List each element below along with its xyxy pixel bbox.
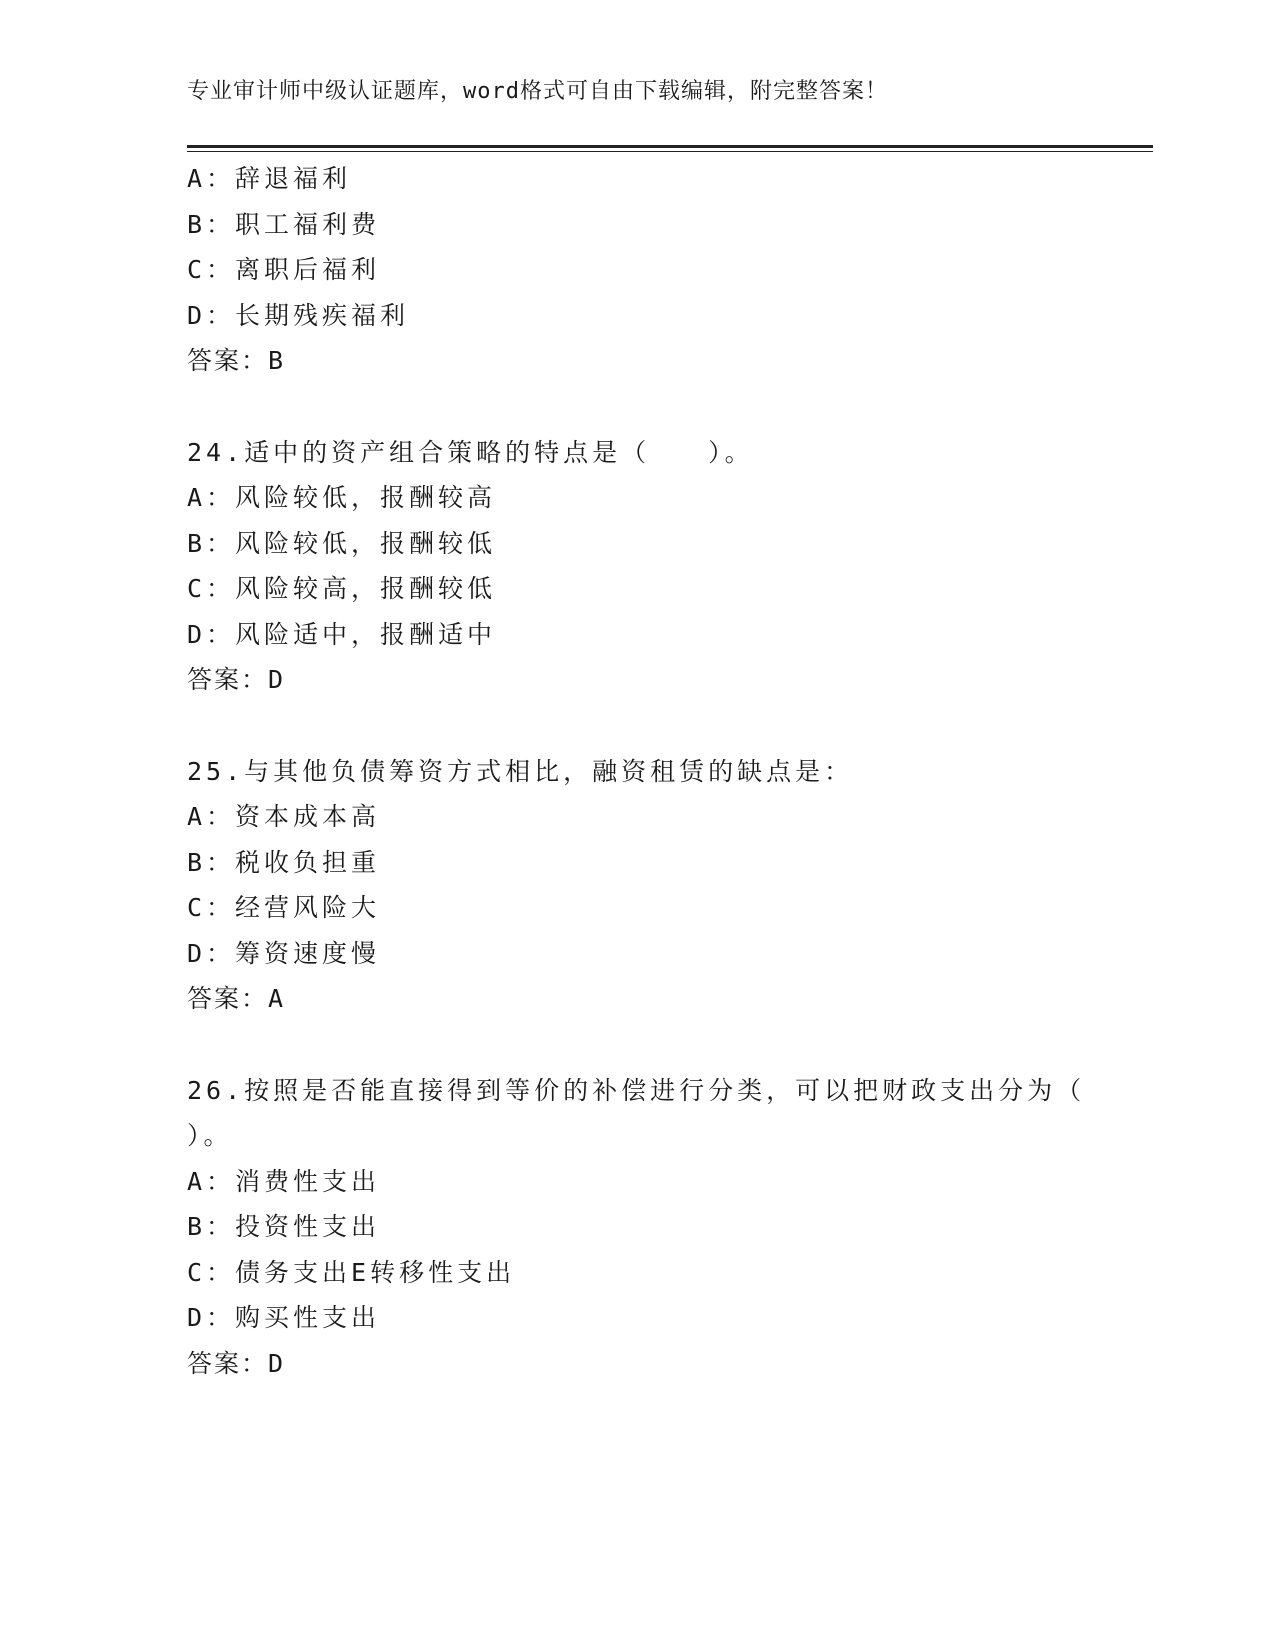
question-list	[187, 156, 1087, 1386]
option-a: A：消费性支出	[187, 1166, 381, 1196]
spacer	[187, 703, 1087, 749]
option-d: D：购买性支出	[187, 1303, 381, 1332]
question-stem-line-2: ）。	[187, 1121, 233, 1150]
question-26	[187, 1068, 1087, 1387]
question-stem: 25.与其他负债筹资方式相比，融资租赁的缺点是：	[187, 756, 854, 786]
header-divider-thin	[187, 151, 1153, 152]
header-divider-thick	[187, 145, 1153, 148]
answer: 答案：B	[187, 346, 286, 375]
option-d: D：风险适中，报酬适中	[187, 619, 497, 649]
option-d: D：长期残疾福利	[187, 300, 410, 330]
question-stem-line-1: 26.按照是否能直接得到等价的补偿进行分类，可以把财政支出分为（	[187, 1075, 1086, 1105]
option-a: A：辞退福利	[187, 164, 352, 193]
option-b: B：风险较低，报酬较低	[187, 528, 497, 558]
option-a: A：风险较低，报酬较高	[187, 483, 497, 512]
question-23	[187, 156, 1087, 384]
option-b: B：投资性支出	[187, 1212, 381, 1241]
answer: 答案：D	[187, 1348, 286, 1378]
question-25	[187, 749, 1087, 1022]
option-d: D：筹资速度慢	[187, 938, 381, 968]
option-a: A：资本成本高	[187, 802, 381, 831]
option-c: C：风险较高，报酬较低	[187, 574, 497, 603]
question-24	[187, 430, 1087, 703]
option-b: B：职工福利费	[187, 209, 381, 239]
option-c: C：离职后福利	[187, 255, 381, 284]
answer: 答案：A	[187, 984, 286, 1013]
answer: 答案：D	[187, 665, 286, 694]
header-note: 专业审计师中级认证题库，word格式可自由下载编辑，附完整答案！	[187, 79, 888, 104]
option-c: C：债务支出E转移性支出	[187, 1257, 516, 1287]
spacer	[187, 384, 1087, 430]
question-stem: 24.适中的资产组合策略的特点是（ ）。	[187, 437, 754, 467]
option-c: C：经营风险大	[187, 893, 381, 922]
option-b: B：税收负担重	[187, 847, 381, 877]
spacer	[187, 1022, 1087, 1068]
